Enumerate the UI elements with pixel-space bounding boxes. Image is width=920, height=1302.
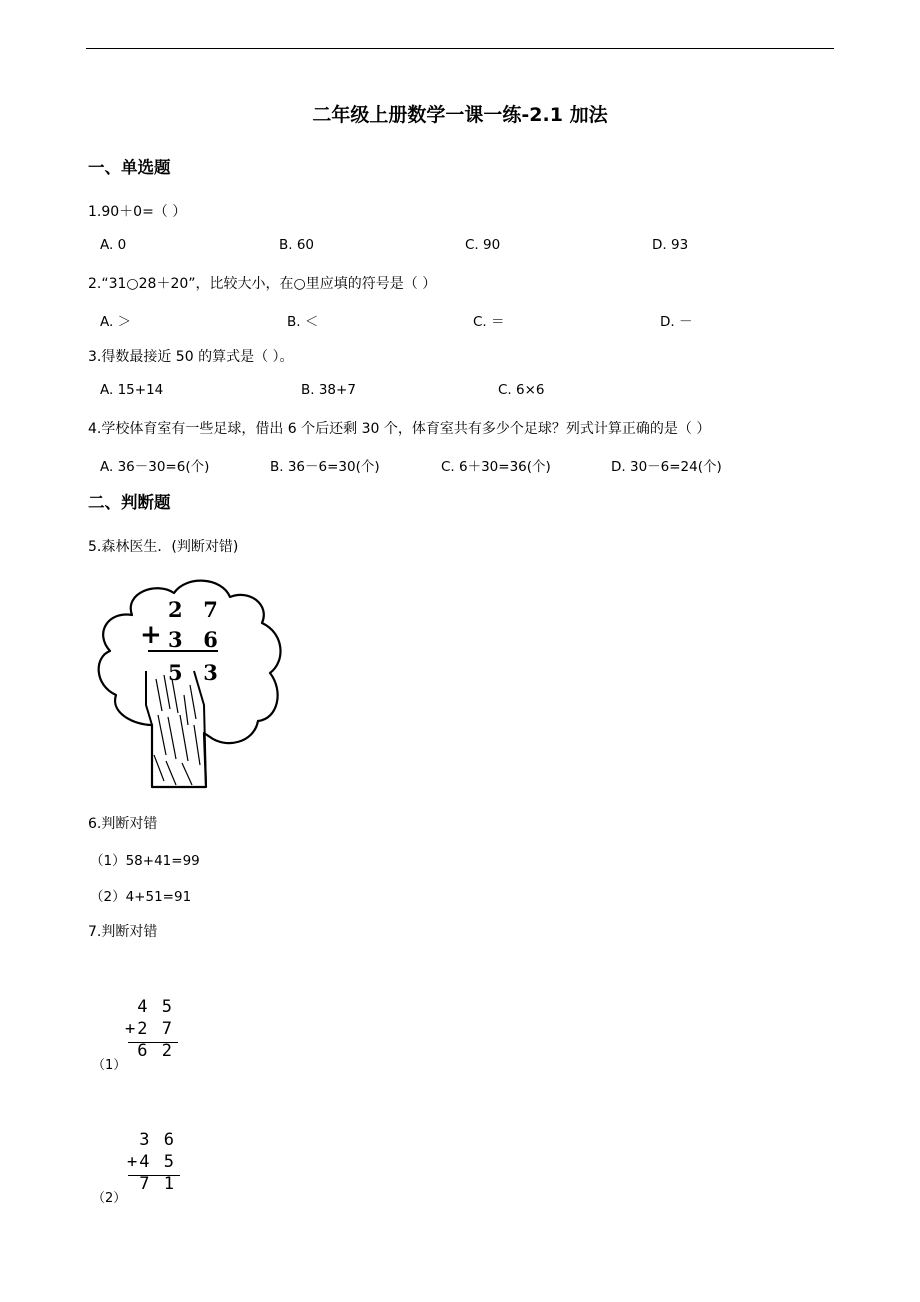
header-rule xyxy=(86,48,834,49)
question-3: 3.得数最接近 50 的算式是（ ）。 xyxy=(88,349,294,365)
section-single-choice: 一、单选题 xyxy=(88,158,171,177)
q7-vertical-addition-2 xyxy=(128,1129,176,1197)
q4-option-c[interactable]: C. 6＋30=36(个) xyxy=(441,459,551,475)
q2-option-d[interactable]: D. － xyxy=(660,314,693,330)
q4-option-d[interactable]: D. 30－6=24(个) xyxy=(611,459,722,475)
question-2: 2.“31○28＋20”，比较大小，在○里应填的符号是（ ） xyxy=(88,276,437,292)
q7-2-result: 7 1 xyxy=(139,1174,176,1194)
q7-label-1: （1） xyxy=(92,1058,127,1073)
question-7: 7.判断对错 xyxy=(88,924,158,940)
question-1: 1.90＋0=（ ） xyxy=(88,204,187,220)
q4-option-a[interactable]: A. 36－30=6(个) xyxy=(100,459,210,475)
tree-plus-sign: + xyxy=(140,620,162,650)
q1-option-a[interactable]: A. 0 xyxy=(100,237,127,253)
q7-vertical-addition-1 xyxy=(125,996,174,1064)
q7-1-result: 6 2 xyxy=(137,1041,174,1061)
q1-option-c[interactable]: C. 90 xyxy=(465,237,501,253)
q7-2-addend-top: 3 6 xyxy=(139,1130,176,1150)
q7-1-addend-bottom: +2 7 xyxy=(125,1019,174,1039)
question-5: 5.森林医生．(判断对错) xyxy=(88,539,239,555)
question-6: 6.判断对错 xyxy=(88,816,158,832)
q7-2-addend-bottom: +4 5 xyxy=(127,1152,176,1172)
q1-option-d[interactable]: D. 93 xyxy=(652,237,689,253)
q7-label-2: （2） xyxy=(92,1191,127,1206)
tree-result: 5 3 xyxy=(168,660,220,685)
q1-option-b[interactable]: B. 60 xyxy=(279,237,315,253)
q2-option-c[interactable]: C. ＝ xyxy=(473,314,505,330)
tree-addend-top: 2 7 xyxy=(168,597,220,622)
q2-option-b[interactable]: B. ＜ xyxy=(287,314,319,330)
q6-item-1: （1）58+41=99 xyxy=(90,853,200,869)
q7-1-addend-top: 4 5 xyxy=(137,997,174,1017)
q3-option-a[interactable]: A. 15+14 xyxy=(100,382,164,398)
section-judgement: 二、判断题 xyxy=(88,493,171,512)
q2-option-a[interactable]: A. ＞ xyxy=(100,314,132,330)
tree-addend-bottom: 3 6 xyxy=(168,627,220,652)
q3-option-b[interactable]: B. 38+7 xyxy=(301,382,356,398)
question-4: 4.学校体育室有一些足球，借出 6 个后还剩 30 个，体育室共有多少个足球？列式计算正确的是（ ） xyxy=(88,421,711,437)
q3-option-c[interactable]: C. 6×6 xyxy=(498,382,545,398)
q4-option-b[interactable]: B. 36－6=30(个) xyxy=(270,459,380,475)
page-title: 二年级上册数学一课一练-2.1 加法 xyxy=(312,104,608,126)
q6-item-2: （2）4+51=91 xyxy=(90,889,192,905)
